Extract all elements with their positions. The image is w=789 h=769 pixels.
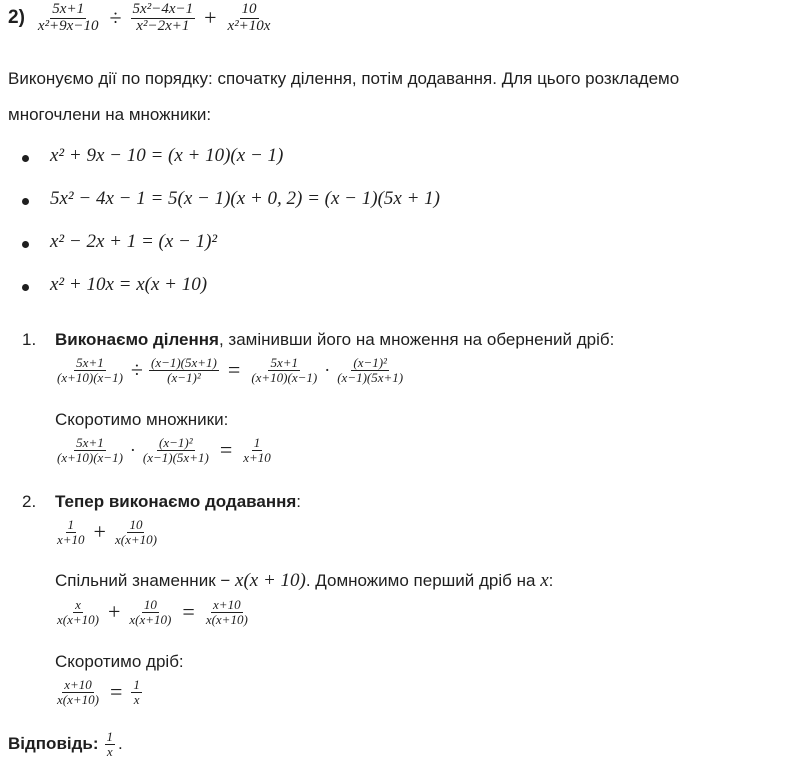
numerator: 5x+1	[52, 1, 85, 17]
numerator: (x−1)²	[159, 435, 193, 450]
step-2-heading	[55, 492, 301, 512]
step-2-title: Тепер виконаємо додавання	[55, 492, 297, 511]
plus-sign: +	[107, 599, 121, 625]
common-mid: . Домножимо перший дріб на	[305, 571, 541, 590]
multiply-dot: ·	[129, 439, 136, 460]
denominator: (x+10)(x−1)	[251, 369, 318, 385]
denominator: x(x+10)	[57, 691, 99, 707]
division-equation	[52, 356, 408, 384]
bullet-icon	[22, 198, 29, 205]
numerator: (x−1)²	[353, 355, 387, 370]
reduce-text: Скоротимо дріб:	[55, 652, 184, 671]
numerator: x+10	[64, 677, 92, 692]
plus-sign: +	[93, 519, 106, 545]
fraction	[127, 598, 173, 626]
fraction	[55, 436, 125, 464]
problem-expression	[8, 2, 275, 35]
answer-fraction	[105, 730, 116, 758]
fraction	[131, 678, 142, 706]
denominator: x(x+10)	[114, 531, 157, 547]
numerator: x	[75, 597, 81, 612]
fraction	[241, 436, 273, 464]
intro-line-2: многочлени на множники:	[8, 105, 212, 124]
numerator: 1	[253, 435, 261, 450]
cancel-text: Скоротимо множники:	[55, 410, 229, 429]
fraction	[149, 356, 219, 384]
denominator: x	[106, 743, 113, 759]
bullet-icon	[22, 284, 29, 291]
denominator: x(x+10)	[57, 611, 99, 627]
fraction	[226, 2, 273, 35]
denominator: (x−1)(5x+1)	[337, 369, 404, 385]
denominator: x	[133, 691, 140, 707]
fraction	[55, 678, 101, 706]
denominator: x(x+10)	[205, 611, 248, 627]
step-number: 1.	[22, 330, 37, 349]
cancel-equation	[52, 436, 276, 464]
numerator: 5x²−4x−1	[132, 1, 194, 17]
fraction	[131, 2, 196, 35]
factorization-2: 5x² − 4x − 1 = 5(x − 1)(x + 0, 2) = (x − 1)(5x + 1)	[50, 188, 440, 209]
fraction	[204, 598, 250, 626]
step-1-title: Виконаємо ділення	[55, 330, 219, 349]
common-variable: x	[540, 570, 549, 591]
division-sign: ÷	[109, 5, 122, 31]
fraction	[335, 356, 405, 384]
step-1-heading	[55, 330, 614, 350]
numerator: 1	[106, 729, 114, 744]
common-denominator-equation	[52, 598, 253, 626]
denominator: (x+10)(x−1)	[57, 369, 123, 385]
fraction	[113, 518, 159, 546]
common-expression: x(x + 10)	[235, 570, 306, 591]
denominator: (x−1)(5x+1)	[142, 449, 209, 465]
numerator: (x−1)(5x+1)	[150, 355, 217, 370]
equals-sign: =	[227, 357, 241, 383]
equals-sign: =	[219, 437, 233, 463]
equals-sign: =	[109, 679, 123, 705]
bullet-icon	[22, 241, 29, 248]
multiply-dot: ·	[324, 359, 331, 380]
denominator: x(x+10)	[129, 611, 172, 627]
common-denominator-text	[55, 570, 553, 592]
common-prefix: Спільний знаменник −	[55, 571, 236, 590]
factorization-4: x² + 10x = x(x + 10)	[50, 274, 208, 295]
fraction	[55, 518, 87, 546]
fraction	[55, 598, 101, 626]
denominator: x+10	[243, 449, 271, 465]
numerator: 5x+1	[76, 435, 104, 450]
step-1-rest: , замінивши його на множення на обернений дріб:	[218, 330, 615, 349]
common-end: :	[548, 571, 554, 590]
numerator: 1	[67, 517, 75, 532]
numerator: 5x+1	[76, 355, 104, 370]
numerator: 1	[133, 677, 140, 692]
division-sign: ÷	[130, 357, 143, 383]
plus-sign: +	[204, 5, 217, 31]
numerator: 5x+1	[270, 355, 299, 370]
equals-sign: =	[182, 599, 195, 625]
denominator: (x+10)(x−1)	[57, 449, 123, 465]
numerator: 10	[143, 597, 157, 612]
denominator: x²+9x−10	[37, 17, 99, 34]
numerator: 10	[241, 1, 257, 17]
factorization-1: x² + 9x − 10 = (x + 10)(x − 1)	[50, 145, 284, 166]
numerator: 10	[129, 517, 143, 532]
fraction	[249, 356, 319, 384]
denominator: x²+10x	[227, 17, 271, 34]
fraction	[36, 2, 101, 35]
problem-label: 2)	[8, 7, 25, 29]
numerator: x+10	[213, 597, 241, 612]
answer-period: .	[118, 734, 123, 754]
answer-label: Відповідь:	[8, 734, 99, 754]
reduce-equation	[52, 678, 145, 706]
fraction	[55, 356, 125, 384]
factorization-3: x² − 2x + 1 = (x − 1)²	[50, 231, 218, 252]
intro-line-1: Виконуємо дії по порядку: спочатку ділення, потім додавання. Для цього розкладемо	[8, 69, 680, 88]
bullet-icon	[22, 155, 29, 162]
addition-expression	[52, 518, 162, 546]
fraction	[141, 436, 211, 464]
step-2-colon: :	[296, 492, 302, 511]
denominator: x+10	[57, 531, 85, 547]
answer-line	[8, 730, 123, 758]
denominator: x²−2x+1	[136, 17, 190, 34]
step-number: 2.	[22, 492, 37, 511]
denominator: (x−1)²	[167, 369, 201, 385]
